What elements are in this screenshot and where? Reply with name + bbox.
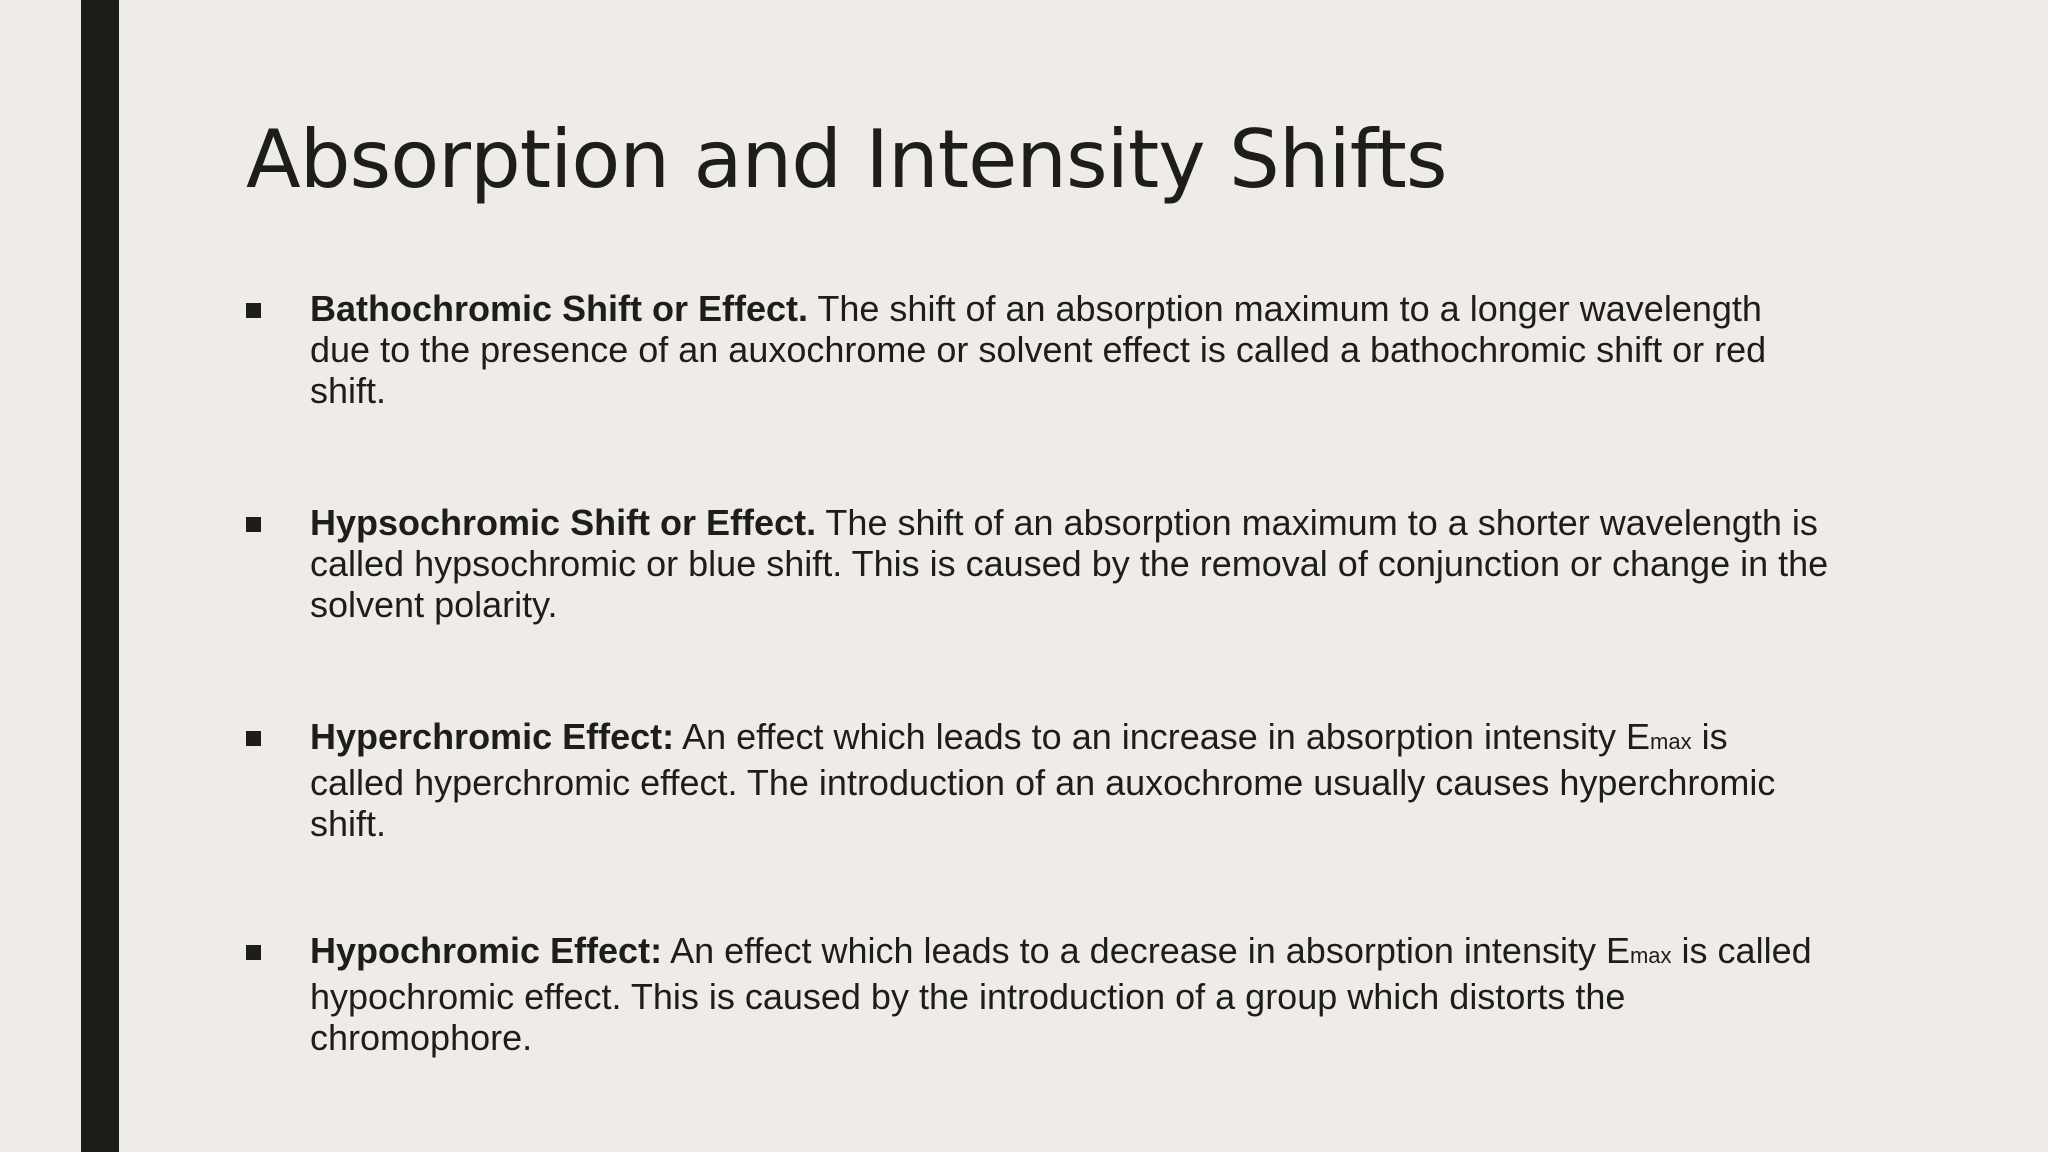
bullet-term: Hypochromic Effect: [310, 930, 663, 971]
subscript-max: max [1650, 729, 1692, 754]
bullet-text [310, 716, 1830, 844]
square-bullet-icon [246, 731, 261, 746]
bullet-text [310, 930, 1830, 1058]
square-bullet-icon [246, 303, 261, 318]
bullet-term: Hypsochromic Shift or Effect. [310, 502, 817, 543]
bullet-description-continued: is called hyperchromic effect. The introduction of an auxochrome usually causes hyperchromic shift. [310, 716, 1776, 844]
square-bullet-icon [246, 517, 261, 532]
slide-title: Absorption and Intensity Shifts [246, 113, 1447, 206]
bullet-description: An effect which leads to a decrease in absorption intensity E [662, 930, 1630, 971]
accent-bar [81, 0, 119, 1152]
bullet-text [310, 288, 1830, 411]
bullet-description: The shift of an absorption maximum to a longer wavelength due to the presence of an auxochrome or solvent effect is called a bathochromic shift or red shift. [310, 288, 1767, 411]
bullet-description: The shift of an absorption maximum to a shorter wavelength is called hypsochromic or blue shift. This is caused by the removal of conjunction or change in the solvent polarity. [310, 502, 1829, 625]
bullet-description: An effect which leads to an increase in absorption intensity E [674, 716, 1651, 757]
bullet-term: Bathochromic Shift or Effect. [310, 288, 809, 329]
bullet-description-continued: is called hypochromic effect. This is caused by the introduction of a group which distorts the chromophore. [310, 930, 1812, 1058]
subscript-max: max [1629, 943, 1672, 968]
bullet-text [310, 502, 1830, 625]
square-bullet-icon [246, 945, 261, 960]
bullet-term: Hyperchromic Effect: [310, 716, 675, 757]
